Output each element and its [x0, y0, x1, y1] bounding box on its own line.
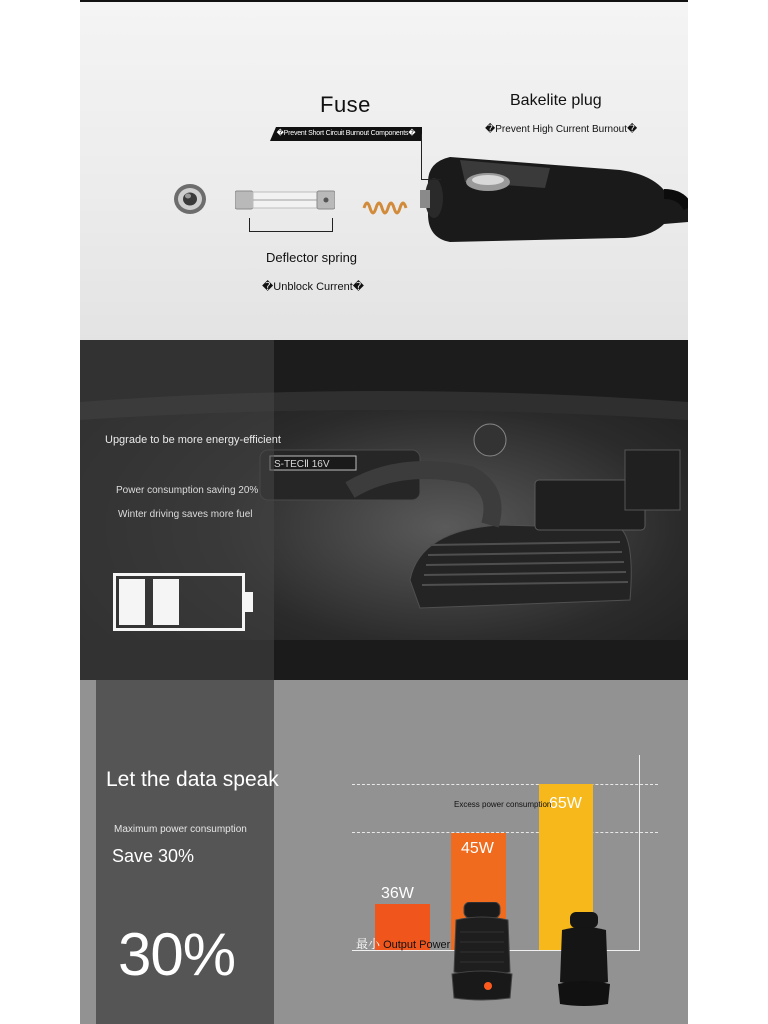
spring-icon	[362, 197, 408, 219]
bar-label: 65W	[549, 795, 582, 812]
output-power-text: Output Power	[383, 939, 451, 951]
power-saving-text: Power consumption saving 20%	[116, 485, 259, 496]
engine-section	[80, 340, 688, 680]
energy-title: Upgrade to be more energy-efficient	[105, 434, 281, 446]
excess-annotation: Excess power consumption	[454, 800, 552, 809]
save-percent-label: Save 30%	[112, 846, 195, 866]
fuse-icon	[235, 188, 335, 212]
spring-label: Deflector spring	[266, 250, 358, 265]
bakelite-desc: �Prevent High Current Burnout�	[485, 124, 638, 135]
heated-seat-icon	[448, 902, 516, 1002]
min-annotation: 最小	[356, 937, 381, 951]
grid-line	[352, 784, 658, 785]
spring-bracket-bottom	[249, 231, 333, 232]
battery-cell	[119, 579, 145, 625]
bar-label: 36W	[381, 885, 414, 902]
data-section	[80, 680, 688, 1024]
battery-cell	[153, 579, 179, 625]
bar-label: 45W	[461, 840, 494, 857]
plug-parts-section	[80, 0, 688, 342]
fuse-desc: �Prevent Short Circuit Burnout Components�	[276, 130, 416, 137]
big-percent: 30%	[118, 921, 236, 988]
spring-bracket-right	[332, 218, 333, 232]
fuse-leader-line	[421, 134, 422, 180]
spring-bracket-left	[249, 218, 250, 232]
plain-seat-icon	[556, 910, 612, 1010]
nut-icon	[172, 182, 208, 216]
chart-axis-y	[639, 755, 640, 951]
engine-badge: S-TECⅡ 16V	[274, 459, 330, 470]
battery-cap	[245, 592, 253, 612]
output-power-annotation	[356, 935, 450, 952]
bakelite-plug-icon	[420, 142, 688, 252]
product-detail-page	[80, 0, 688, 1024]
fuse-leader-line-end	[421, 179, 441, 180]
fuse-label: Fuse	[320, 92, 371, 117]
max-power-label: Maximum power consumption	[114, 824, 247, 835]
winter-fuel-text: Winter driving saves more fuel	[118, 509, 253, 520]
spring-desc: �Unblock Current�	[262, 281, 365, 293]
data-title: Let the data speak	[106, 768, 279, 791]
bakelite-label: Bakelite plug	[510, 92, 602, 109]
